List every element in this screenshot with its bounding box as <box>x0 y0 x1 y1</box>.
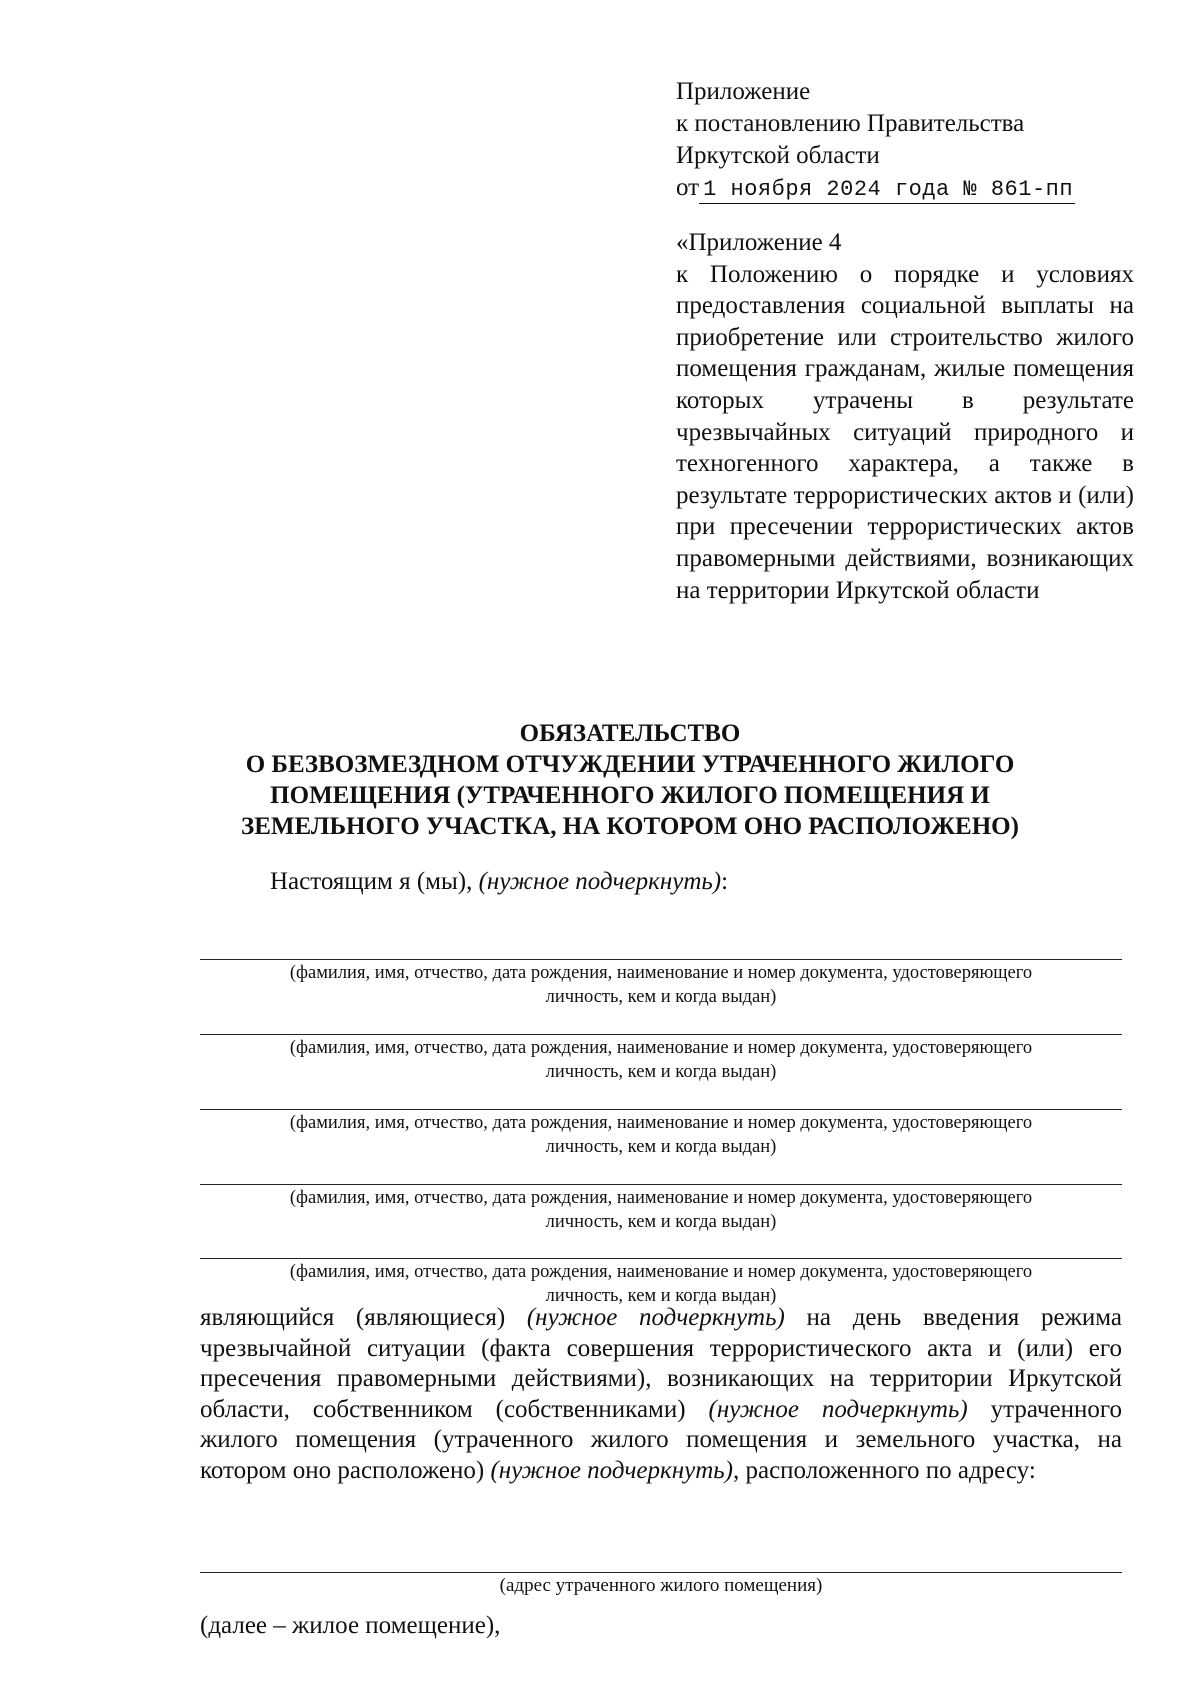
closing-line: (далее – жилое помещение), <box>200 1612 501 1639</box>
region-name: Иркутской области <box>676 142 880 169</box>
decree-date-row <box>676 172 1136 206</box>
appendix-to: к постановлению Правительства <box>676 110 1025 137</box>
title-line-3: ПОМЕЩЕНИЯ (УТРАЧЕННОГО ЖИЛОГО ПОМЕЩЕНИЯ И <box>270 782 990 809</box>
person-field-4[interactable] <box>200 1184 1122 1185</box>
title-line-2: О БЕЗВОЗМЕЗДНОМ ОТЧУЖДЕНИИ УТРАЧЕННОГО ЖИЛОГО <box>245 751 1015 778</box>
intro-colon: : <box>721 868 729 895</box>
intro-note: (нужное подчеркнуть) <box>478 868 722 895</box>
person-caption-5: (фамилия, имя, отчество, дата рождения, наименование и номер документа, удостоверяющего личность, кем и когда выдан) <box>289 1262 1033 1306</box>
annex-label: «Приложение 4 <box>676 229 842 256</box>
person-field-1[interactable] <box>200 959 1122 960</box>
title-line-1: ОБЯЗАТЕЛЬСТВО <box>519 720 741 747</box>
intro-text: Настоящим я (мы), <box>270 868 479 895</box>
address-field[interactable] <box>200 1572 1122 1573</box>
person-caption-4: (фамилия, имя, отчество, дата рождения, наименование и номер документа, удостоверяющего личность, кем и когда выдан) <box>289 1188 1033 1232</box>
person-field-5[interactable] <box>200 1258 1122 1259</box>
date-prefix: от <box>676 174 700 201</box>
annex-body: к Положению о порядке и условиях предоставления социальной выплаты на приобретение или строительство жилого помещения гражданам, жилые помещения которых утрачены в результате чрезвычайных ситуаций природного и техногенного характера, а также в результате террористических актов и (или) при пресечении террористических актов правомерными действиями, возникающих на территории Иркутской области <box>676 260 1134 604</box>
person-caption-3: (фамилия, имя, отчество, дата рождения, наименование и номер документа, удостоверяющего личность, кем и когда выдан) <box>289 1113 1033 1157</box>
person-caption-1: (фамилия, имя, отчество, дата рождения, наименование и номер документа, удостоверяющего личность, кем и когда выдан) <box>289 963 1033 1007</box>
document-title <box>205 718 1055 842</box>
appendix-header <box>676 76 1136 206</box>
decree-date: 1 ноября 2024 года № 861-пп <box>699 177 1075 204</box>
intro-line <box>270 866 728 898</box>
annex-block <box>676 227 1134 606</box>
person-caption-2: (фамилия, имя, отчество, дата рождения, наименование и номер документа, удостоверяющего личность, кем и когда выдан) <box>289 1038 1033 1082</box>
address-caption: (адрес утраченного жилого помещения) <box>499 1575 823 1596</box>
person-field-3[interactable] <box>200 1109 1122 1110</box>
ownership-paragraph: являющийся (являющиеся) (нужное подчеркнуть) на день введения режима чрезвычайной ситуации (факта совершения террористического акта и (или) его пресечения правомерными действиями), возникающих на территории Иркутской области, собственником (собственниками) (нужное подчеркнуть) утраченного жилого помещения (утраченного жилого помещения и земельного участка, на котором оно расположено) (нужное подчеркнуть), расположенного по адресу: <box>200 1304 1122 1484</box>
title-line-4: ЗЕМЕЛЬНОГО УЧАСТКА, НА КОТОРОМ ОНО РАСПОЛОЖЕНО) <box>241 813 1019 840</box>
person-field-2[interactable] <box>200 1034 1122 1035</box>
appendix-label: Приложение <box>676 78 811 105</box>
